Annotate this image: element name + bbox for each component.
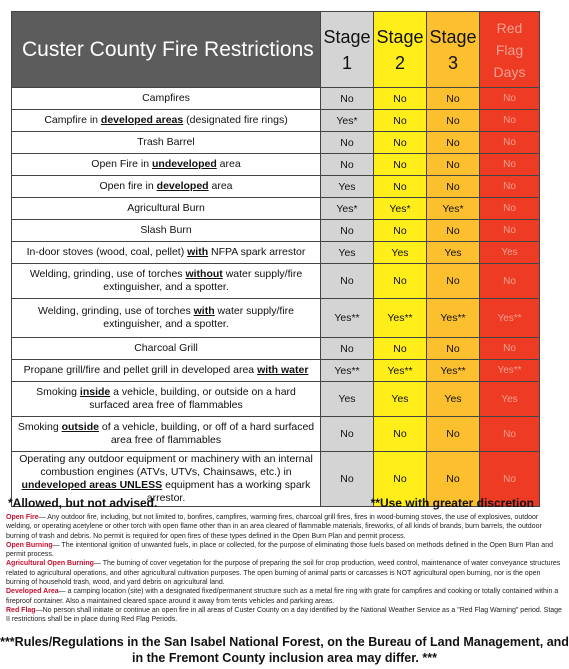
red-flag-cell: No	[480, 220, 540, 242]
activity-emphasis: without	[185, 268, 223, 280]
definition-text: —No person shall initiate or continue an open fire in all areas of Custer County on a day identified by the National Weather Service as a "Red Flag Warning" period. Stage II restrictions shall be in place during Red Flag Periods.	[6, 606, 562, 624]
stage-3-header	[427, 12, 480, 88]
red-flag-cell: Yes	[480, 242, 540, 264]
red-flag-cell: No	[480, 110, 540, 132]
header-row	[12, 12, 540, 88]
red-flag-cell: No	[480, 264, 540, 299]
activity-text-after: equipment has a working spark arrestor.	[146, 479, 311, 504]
activity-text: Campfire in	[44, 114, 101, 126]
stage-3-cell: No	[427, 338, 480, 360]
table-row	[12, 198, 540, 220]
red-flag-cell: No	[480, 154, 540, 176]
stage-3-cell: No	[427, 220, 480, 242]
table-row	[12, 88, 540, 110]
stage-2-cell: Yes*	[374, 198, 427, 220]
activity-cell	[12, 176, 321, 198]
table-row	[12, 242, 540, 264]
red-flag-word-1: Red	[496, 19, 523, 36]
stage-2-cell: No	[374, 88, 427, 110]
legend	[6, 496, 562, 510]
activity-text: Charcoal Grill	[134, 342, 198, 354]
red-flag-cell: No	[480, 88, 540, 110]
activity-cell	[12, 242, 321, 264]
footer-note: ***Rules/Regulations in the San Isabel National Forest, on the Bureau of Land Management, and in the Fremont County inclusion area may differ. ***	[0, 635, 569, 665]
definition-text: — Any outdoor fire, including, but not limited to, bonfires, campfires, warming fires, charcoal grill fires, fires in wood-burning stoves, the use of explosives, outdoor welding, or operating acetylene or other torch with open flame other than in an area cleared of flammable materials, fireworks, of all kinds of brands, burn barrels, the outdoor burning of trash and debris. No permit is required for open fires of these types defined in the Open Burn Plan and permit process.	[6, 514, 542, 540]
definition-text: — The burning of cover vegetation for the purpose of preparing the soil for crop production, weed control, maintenance of water conveyance structures related to agricultural operations, and other agricultural cultivation purposes. The open burning of animal parts or carcasses is NOT agricultural open burning, nor is the open burning of household trash, wood, and yard debris on agricultural land.	[6, 560, 561, 587]
activity-text: Propane grill/fire and pellet grill in developed area	[23, 364, 258, 376]
activity-text-after: of a vehicle, building, or off of a hard surfaced area free of flammables	[98, 421, 315, 446]
definition-term: Developed Area	[6, 588, 59, 596]
activity-cell	[12, 417, 321, 452]
table-row	[12, 132, 540, 154]
activity-text: Open fire in	[99, 180, 157, 192]
activity-text: Smoking	[36, 386, 80, 398]
activity-text: Campfires	[142, 92, 190, 104]
stage-1-cell: No	[321, 88, 374, 110]
activity-text-after: NFPA spark arrestor	[208, 246, 306, 258]
stage-3-cell: No	[427, 110, 480, 132]
stage-1-cell: No	[321, 132, 374, 154]
activity-text: Open Fire in	[91, 158, 152, 170]
activity-emphasis: developed	[156, 180, 209, 192]
activity-text: Slash Burn	[140, 224, 192, 236]
activity-emphasis: undeveloped areas UNLESS	[21, 479, 163, 491]
activity-emphasis: developed areas	[100, 114, 184, 126]
stage-3-cell: Yes**	[427, 360, 480, 382]
definition-text: — a camping location (site) with a designated fixed/permanent structure such as a metal fire ring with grate for campfires and cooking or totally contained within a fireproof container. Also a maintained cleared space around it away from tents vehicles and parking areas.	[6, 588, 559, 605]
table-row	[12, 382, 540, 417]
activity-text: Welding, grinding, use of torches	[29, 268, 186, 280]
table-row	[12, 417, 540, 452]
stage-2-word: Stage	[376, 26, 424, 47]
stage-2-cell: Yes	[374, 242, 427, 264]
legend-discretion: **Use with greater discretion	[370, 496, 534, 510]
stage-3-cell: No	[427, 264, 480, 299]
stage-3-cell: No	[427, 88, 480, 110]
activity-cell	[12, 110, 321, 132]
activity-cell	[12, 198, 321, 220]
stage-3-cell: No	[427, 452, 480, 507]
definition-term: Agricultural Open Burning	[6, 560, 94, 568]
definition-term: Open Fire	[6, 514, 39, 521]
stage-2-cell: No	[374, 452, 427, 507]
activity-emphasis: with	[193, 305, 215, 317]
stage-3-cell: No	[427, 417, 480, 452]
fire-restrictions-table	[11, 11, 540, 507]
stage-2-cell: No	[374, 110, 427, 132]
stage-3-cell: Yes**	[427, 299, 480, 338]
activity-emphasis: inside	[79, 386, 111, 398]
stage-1-cell: Yes**	[321, 299, 374, 338]
definition-term: Red Flag	[6, 606, 36, 614]
red-flag-cell: Yes**	[480, 299, 540, 338]
definition-item	[6, 606, 562, 625]
legend-allowed: *Allowed, but not advised.	[8, 496, 158, 510]
stage-1-cell: No	[321, 264, 374, 299]
stage-1-cell: Yes	[321, 382, 374, 417]
activity-emphasis: undeveloped	[152, 158, 217, 170]
activity-text-after: area	[208, 180, 233, 192]
stage-2-header	[374, 12, 427, 88]
stage-3-cell: Yes	[427, 242, 480, 264]
stage-2-cell: Yes**	[374, 299, 427, 338]
stage-1-cell: No	[321, 338, 374, 360]
red-flag-cell: Yes**	[480, 360, 540, 382]
activity-text: Trash Barrel	[137, 136, 195, 148]
stage-1-cell: No	[321, 417, 374, 452]
table-row	[12, 299, 540, 338]
stage-1-cell: No	[321, 220, 374, 242]
activity-cell	[12, 382, 321, 417]
activity-cell	[12, 154, 321, 176]
activity-emphasis: outside	[61, 421, 99, 433]
stage-2-cell: No	[374, 338, 427, 360]
stage-1-header	[321, 12, 374, 88]
stage-3-cell: Yes	[427, 382, 480, 417]
red-flag-cell: No	[480, 176, 540, 198]
stage-2-cell: Yes**	[374, 360, 427, 382]
stage-1-cell: Yes**	[321, 360, 374, 382]
activity-text-after: a vehicle, building, or outside on a hard surfaced area free of flammables	[89, 386, 296, 411]
activity-cell	[12, 220, 321, 242]
activity-text-after: area	[216, 158, 241, 170]
activity-cell	[12, 88, 321, 110]
stage-1-number: 1	[341, 52, 352, 73]
stage-3-cell: No	[427, 132, 480, 154]
table-row	[12, 360, 540, 382]
table-row	[12, 154, 540, 176]
stage-3-cell: Yes*	[427, 198, 480, 220]
red-flag-cell: No	[480, 198, 540, 220]
stage-1-cell: Yes	[321, 242, 374, 264]
activity-text-after: water supply/fire extinguisher, and a spotter.	[103, 268, 303, 293]
definition-item	[6, 541, 562, 560]
stage-3-number: 3	[447, 52, 458, 73]
notes-section	[6, 496, 562, 625]
stage-2-cell: No	[374, 176, 427, 198]
stage-3-cell: No	[427, 154, 480, 176]
stage-1-cell: Yes*	[321, 110, 374, 132]
stage-2-cell: No	[374, 132, 427, 154]
red-flag-word-2: Flag	[495, 41, 524, 58]
table-row	[12, 220, 540, 242]
restriction-rows	[12, 88, 540, 507]
stage-2-cell: Yes	[374, 382, 427, 417]
red-flag-word-3: Days	[493, 63, 526, 80]
activity-text: In-door stoves (wood, coal, pellet)	[26, 246, 188, 258]
stage-1-word: Stage	[323, 26, 371, 47]
stage-3-cell: No	[427, 176, 480, 198]
activity-text: Smoking	[17, 421, 62, 433]
stage-1-cell: Yes	[321, 176, 374, 198]
table-row	[12, 176, 540, 198]
activity-emphasis: with	[187, 246, 209, 258]
stage-2-number: 2	[394, 52, 405, 73]
stage-2-cell: No	[374, 220, 427, 242]
definitions	[6, 513, 562, 625]
activity-cell	[12, 299, 321, 338]
stage-1-cell: No	[321, 154, 374, 176]
definition-item	[6, 559, 562, 587]
activity-cell	[12, 360, 321, 382]
red-flag-cell: No	[480, 452, 540, 507]
activity-cell	[12, 132, 321, 154]
activity-emphasis: with water	[257, 364, 309, 376]
activity-text-after: (designated fire rings)	[183, 114, 288, 126]
red-flag-cell: No	[480, 417, 540, 452]
activity-cell	[12, 338, 321, 360]
stage-1-cell: No	[321, 452, 374, 507]
definition-item	[6, 513, 562, 541]
activity-text: Operating any outdoor equipment or machinery with an internal combustion engines (ATVs, UTVs, Chainsaws, etc.) in	[19, 453, 313, 478]
table-row	[12, 338, 540, 360]
activity-text-after: water supply/fire extinguisher, and a spotter.	[103, 305, 295, 330]
red-flag-cell: No	[480, 338, 540, 360]
stage-2-cell: No	[374, 264, 427, 299]
definition-term: Open Burning	[6, 541, 53, 549]
red-flag-cell: No	[480, 132, 540, 154]
activity-cell	[12, 264, 321, 299]
definition-item	[6, 587, 562, 606]
stage-2-cell: No	[374, 417, 427, 452]
stage-1-cell: Yes*	[321, 198, 374, 220]
stage-2-cell: No	[374, 154, 427, 176]
activity-text: Agricultural Burn	[127, 202, 205, 214]
activity-text: Welding, grinding, use of torches	[37, 305, 194, 317]
red-flag-header	[480, 12, 540, 88]
table-title: Custer County Fire Restrictions	[12, 12, 321, 88]
definition-text: — The intentional ignition of unwanted fuels, in place or collected, for the purpose of eliminating those fuels based on methods defined in the Open Burn Plan and permit process.	[6, 541, 553, 559]
table-row	[12, 264, 540, 299]
red-flag-cell: Yes	[480, 382, 540, 417]
stage-3-word: Stage	[429, 26, 477, 47]
table-row	[12, 110, 540, 132]
